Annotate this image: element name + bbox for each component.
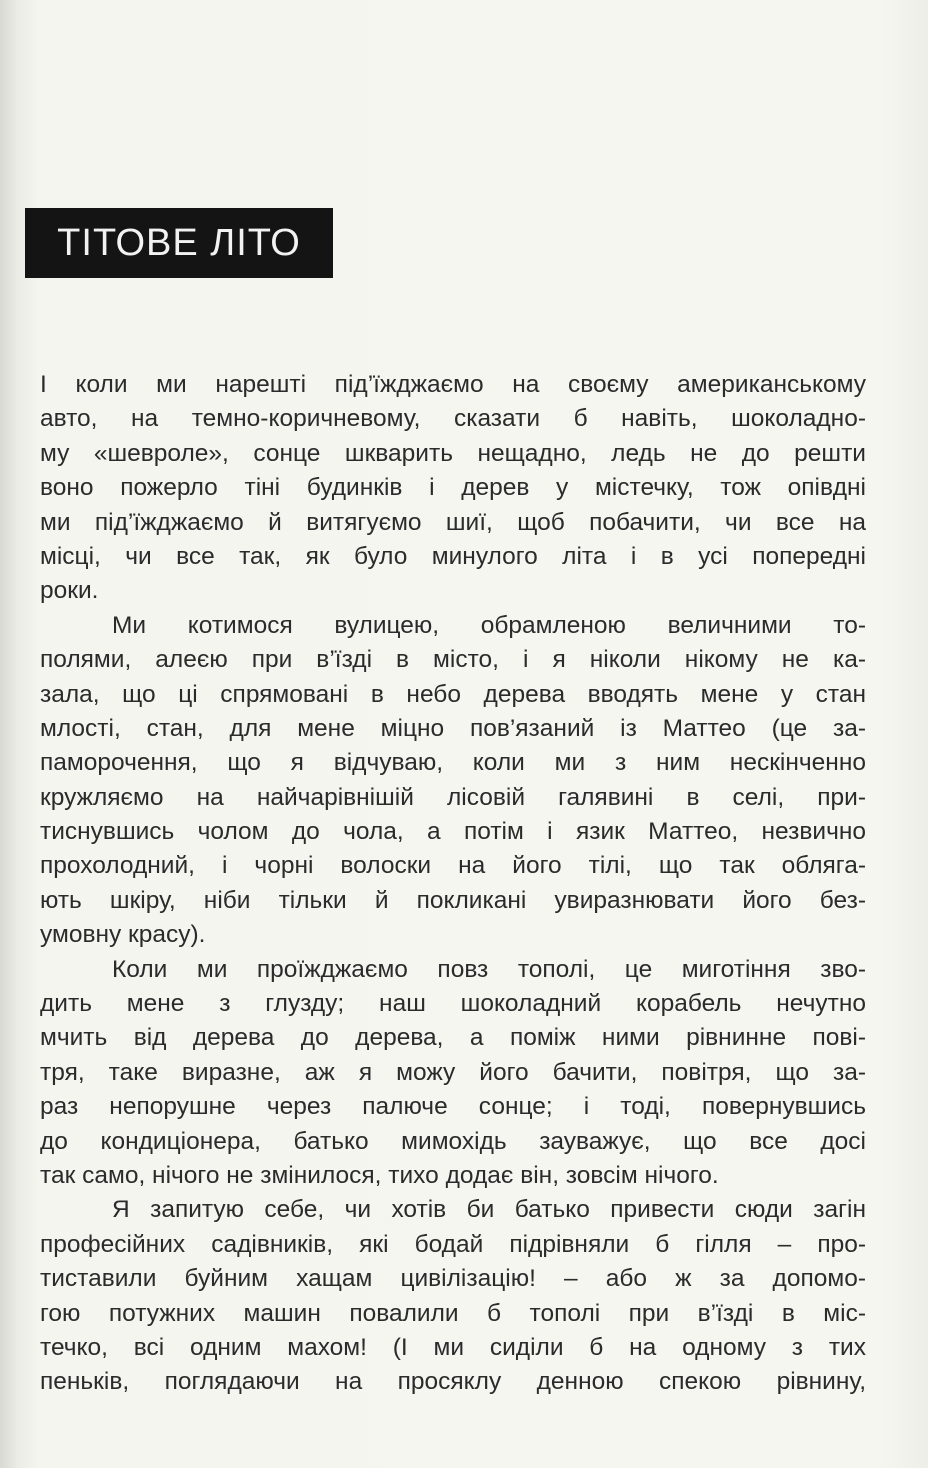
text-line: тря, таке виразне, аж я можу його бачити, повітря, що за- bbox=[40, 1058, 866, 1086]
text-line: ми під’їжджаємо й витягуємо шиї, щоб побачити, чи все на bbox=[40, 508, 866, 536]
text-line: тиснувшись чолом до чола, а потім і язик Маттео, незвично bbox=[40, 818, 866, 846]
text-line: прохолодний, і чорні волоски на його тілі, що так обляга- bbox=[40, 852, 866, 880]
text-line: воно пожерло тіні будинків і дерев у містечку, тож опівдні bbox=[40, 474, 866, 502]
text-line: гою потужних машин повалили б тополі при в’їзді в міс- bbox=[40, 1299, 866, 1327]
text-line: зала, що ці спрямовані в небо дерева вводять мене у стан bbox=[40, 680, 866, 708]
text-line: кружляємо на найчарівнішій лісовій галявині в селі, при- bbox=[40, 783, 866, 811]
body-text bbox=[40, 368, 866, 1400]
text-line: Я запитую себе, чи хотів би батько привести сюди загін bbox=[112, 1196, 866, 1224]
text-line: ють шкіру, ніби тільки й покликані увиразнювати його без- bbox=[40, 886, 866, 914]
text-line: до кондиціонера, батько мимохідь зауважує, що все досі bbox=[40, 1127, 866, 1155]
text-line: полями, алеєю при в’їзді в місто, і я ніколи нікому не ка- bbox=[40, 646, 866, 674]
text-line: дить мене з глузду; наш шоколадний корабель нечутно bbox=[40, 990, 866, 1018]
text-line: місці, чи все так, як було минулого літа і в усі попередні bbox=[40, 542, 866, 570]
chapter-title: ТІТОВЕ ЛІТО bbox=[57, 221, 301, 264]
text-line: роки. bbox=[40, 577, 99, 605]
text-line: пеньків, поглядаючи на просяклу денною спекою рівнину, bbox=[40, 1368, 866, 1396]
text-line: паморочення, що я відчуваю, коли ми з ним нескінченно bbox=[40, 749, 866, 777]
text-line: умовну красу). bbox=[40, 921, 206, 949]
text-line: млості, стан, для мене міцно пов’язаний із Маттео (це за- bbox=[40, 714, 866, 742]
text-line: Коли ми проїжджаємо повз тополі, це миготіння зво- bbox=[112, 955, 866, 983]
text-line: мчить від дерева до дерева, а поміж ними рівнинне пові- bbox=[40, 1024, 866, 1052]
text-line: му «шевроле», сонце шкварить нещадно, ледь не до решти bbox=[40, 439, 866, 467]
text-line: професійних садівників, які бодай підрівняли б гілля – про- bbox=[40, 1230, 866, 1258]
text-line: І коли ми нарешті під’їжджаємо на своєму американському bbox=[40, 371, 866, 398]
text-line: раз непорушне через палюче сонце; і тоді, повернувшись bbox=[40, 1093, 866, 1121]
text-line: тиставили буйним хащам цивілізацію! – або ж за допомо- bbox=[40, 1265, 866, 1293]
text-line: течко, всі одним махом! (І ми сиділи б на одному з тих bbox=[40, 1333, 866, 1361]
text-line: Ми котимося вулицею, обрамленою величними то- bbox=[112, 611, 866, 639]
text-line: авто, на темно-коричневому, сказати б навіть, шоколадно- bbox=[40, 405, 866, 433]
text-line: так само, нічого не змінилося, тихо додає він, зовсім нічого. bbox=[40, 1161, 719, 1189]
chapter-title-box bbox=[25, 208, 333, 278]
